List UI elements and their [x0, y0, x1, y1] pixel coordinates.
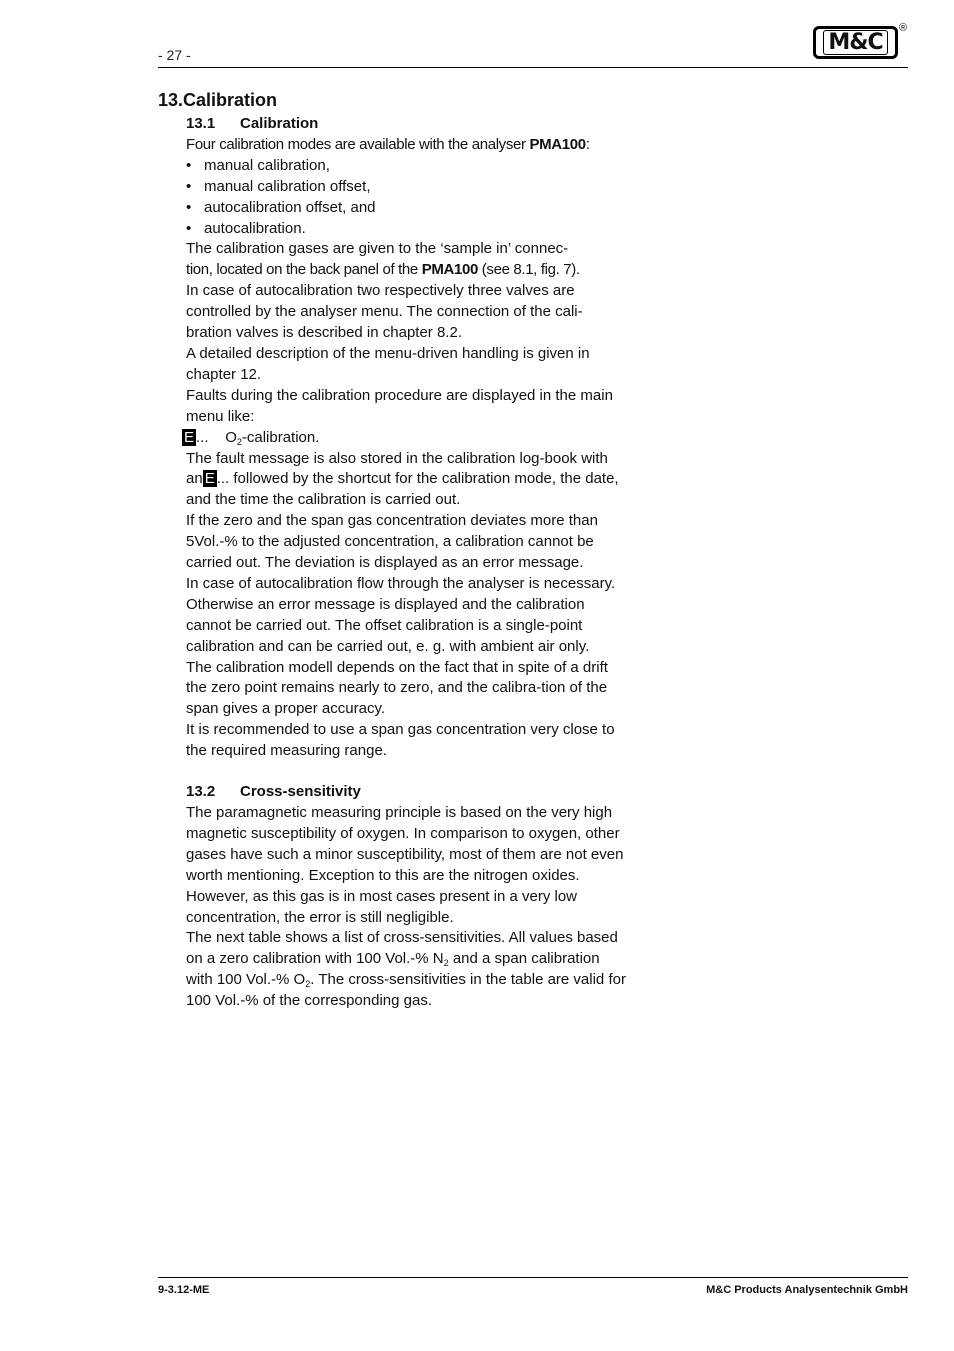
error-marker: E — [184, 428, 195, 446]
paragraph: A detailed description of the menu-driven handling is given in chapter 12. — [186, 344, 590, 383]
main-content — [186, 114, 626, 1012]
error-marker: E — [204, 470, 215, 488]
paragraph: It is recommended to use a span gas concentration very close to the required measuring range. — [186, 721, 615, 760]
chapter-title: 13.Calibration — [158, 90, 278, 110]
paragraph: The fault message is also stored in the calibration log-book with an E ... followed by the shortcut for the calibration mode, the date, and the time the calibration is carried out. — [186, 449, 619, 509]
document-id: 9-3.12-ME — [158, 1284, 210, 1296]
list-item: • manual calibration, — [186, 156, 626, 177]
paragraph: In case of autocalibration two respectively three valves are controlled by the analyser menu. The connection of the cali-bration valves is described in chapter 8.2. — [186, 282, 583, 342]
paragraph: In case of autocalibration flow through the analyser is necessary. Otherwise an error message is displayed and the calibration cannot be carried out. The offset calibration is a single-point calibration and can be carried out, e. g. with ambient air only. — [186, 574, 616, 655]
mc-logo — [813, 26, 898, 59]
registered-mark: ® — [899, 22, 908, 34]
section-number: 13.2 — [186, 783, 216, 801]
header-rule — [158, 67, 908, 68]
section-number: 13.1 — [186, 115, 216, 132]
footer-rule — [158, 1277, 908, 1278]
page-number: - 27 - — [158, 47, 191, 63]
paragraph: The paramagnetic measuring principle is based on the very high magnetic susceptibility of oxygen. In comparison to oxygen, other gases have such a minor susceptibility, most of them are not even worth mentioning. Exception to this are the nitrogen oxides. However, as this gas is in most cases present in a very low concentration, the error is still negligible. — [186, 804, 624, 926]
section-title: Calibration — [240, 115, 319, 132]
intro-paragraph: Four calibration modes are available with the analyser PMA100: — [186, 135, 590, 153]
paragraph: The calibration modell depends on the fact that in spite of a drift the zero point remains nearly to zero, and the calibra-tion of the span gives a proper accuracy. — [186, 658, 608, 718]
section-title: Cross-sensitivity — [240, 783, 361, 801]
section-heading-13-1 — [186, 114, 626, 135]
list-item: • autocalibration offset, and — [186, 198, 626, 219]
section-heading-13-2 — [186, 782, 626, 803]
paragraph: The calibration gases are given to the ‘sample in’ connec- tion, located on the back panel of the PMA100 (see 8.1, fig. 7). — [186, 240, 580, 279]
calibration-modes-list — [186, 156, 626, 240]
paragraph: Faults during the calibration procedure are displayed in the main menu like: — [186, 386, 613, 425]
paragraph: If the zero and the span gas concentration deviates more than 5Vol.-% to the adjusted concentration, a calibration cannot be carried out. The deviation is displayed as an error message. — [186, 512, 598, 572]
logo-text: M&C — [823, 30, 887, 55]
list-item: • autocalibration. — [186, 219, 626, 240]
paragraph: The next table shows a list of cross-sensitivities. All values based on a zero calibration with 100 Vol.-% $N_2$ and a span calibration with 100 Vol.-% $O_2$. The cross-sensitivities in the table are valid for 100 Vol.-% of the corresponding gas. — [186, 929, 626, 1010]
error-example: E ... $O_2$-calibration. — [184, 428, 320, 447]
list-item: • manual calibration offset, — [186, 177, 626, 198]
company-name: M&C Products Analysentechnik GmbH — [706, 1284, 908, 1296]
